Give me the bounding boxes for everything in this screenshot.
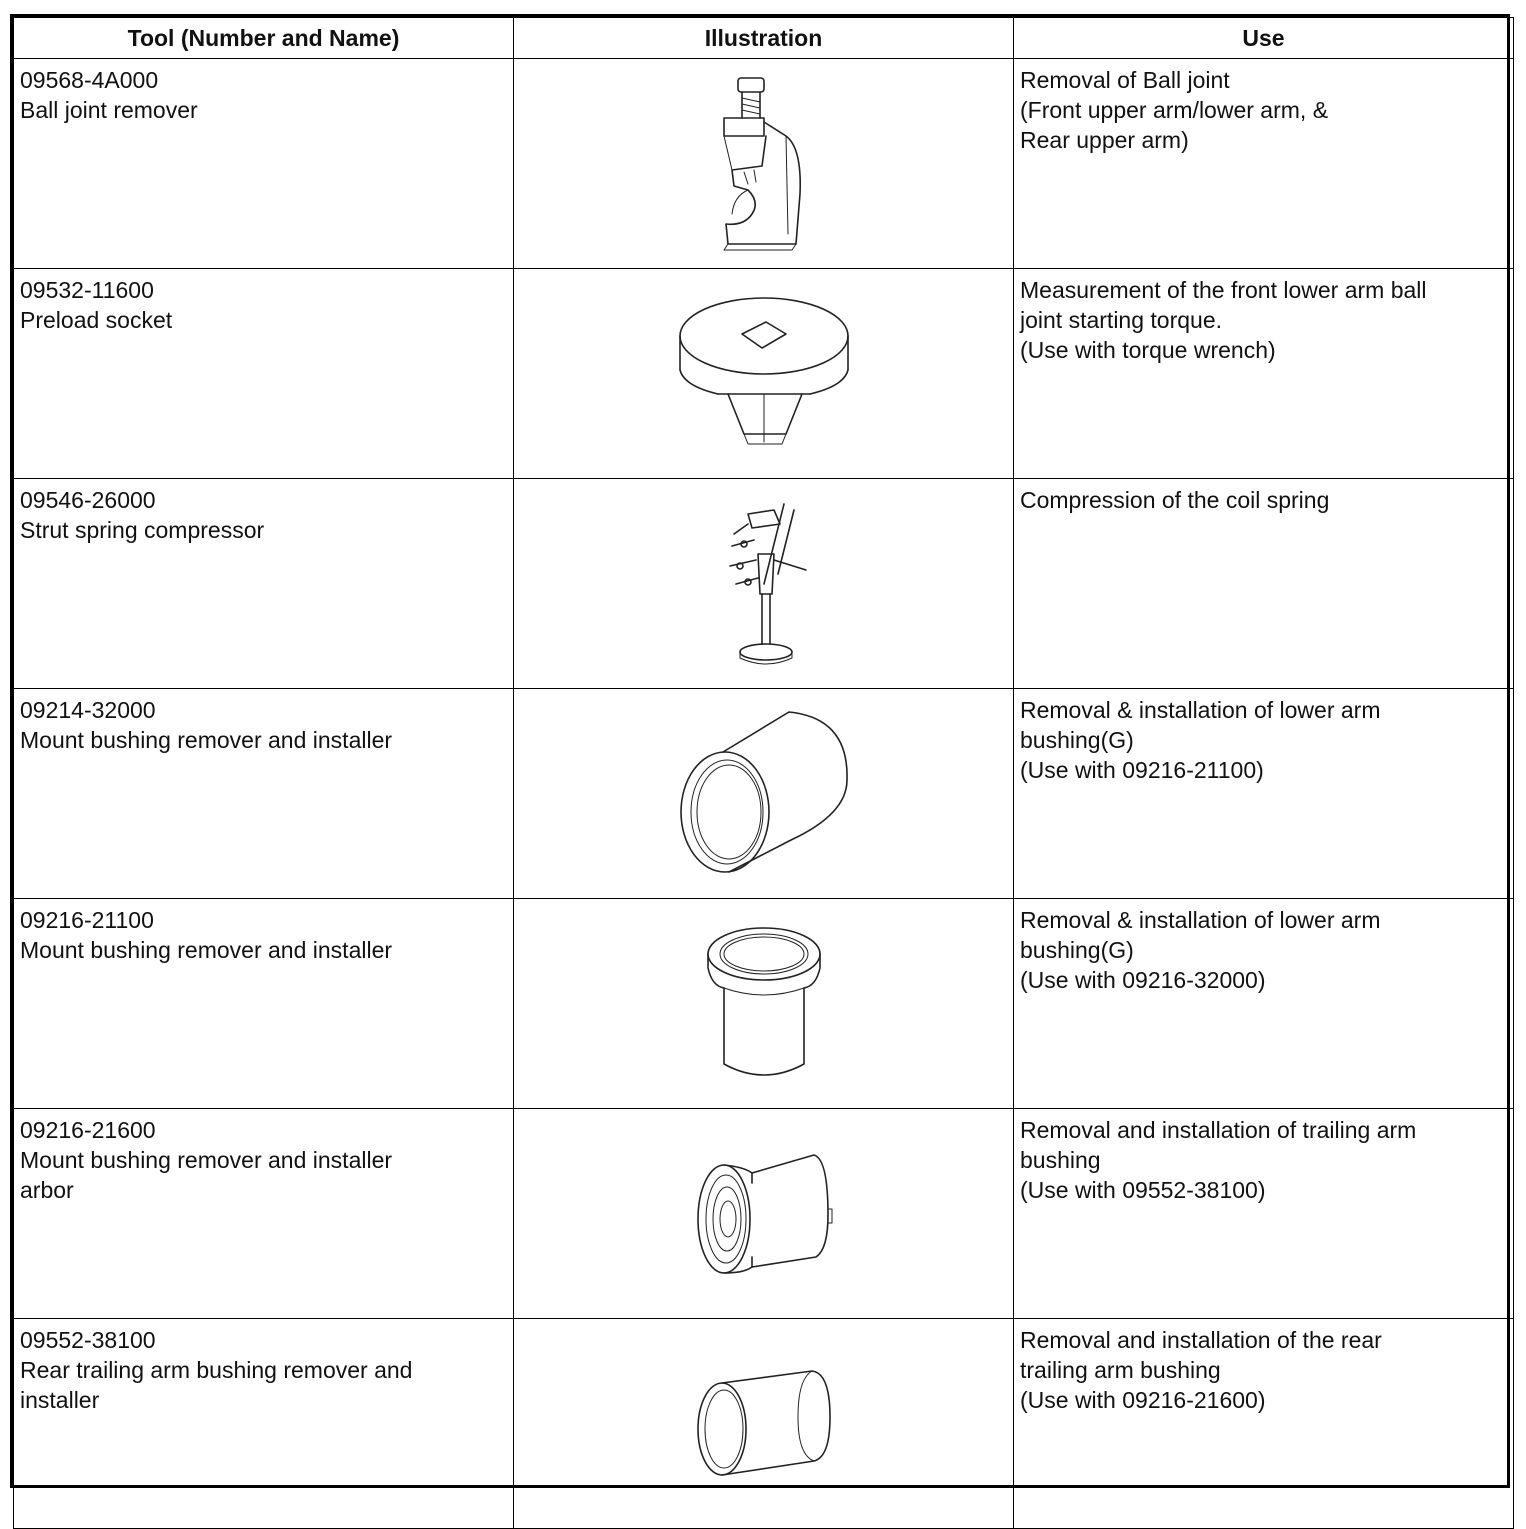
table-row [14, 1319, 1514, 1529]
table-row [14, 479, 1514, 689]
tool-name: Mount bushing remover and installer [20, 727, 393, 753]
tool-number: 09552-38100 [20, 1327, 156, 1353]
use-cell [1014, 59, 1514, 269]
use-text: (Use with 09216-32000) [1020, 967, 1266, 993]
table-header-row [14, 18, 1514, 59]
illustration-cell [514, 899, 1014, 1109]
header-illustration: Illustration [514, 18, 1014, 59]
header-tool: Tool (Number and Name) [14, 18, 514, 59]
use-text: (Use with 09552-38100) [1020, 1177, 1266, 1203]
table-row [14, 1109, 1514, 1319]
use-text: (Use with torque wrench) [1020, 337, 1276, 363]
tool-number: 09216-21100 [20, 907, 154, 933]
use-text: Compression of the coil spring [1020, 487, 1330, 513]
use-text: Rear upper arm) [1020, 127, 1189, 153]
special-tools-table [13, 17, 1514, 1529]
table-row [14, 269, 1514, 479]
header-use: Use [1014, 18, 1514, 59]
illustration-cell [514, 479, 1014, 689]
strut-spring-compressor-icon [714, 494, 814, 674]
trailing-arm-sleeve-icon [694, 1369, 834, 1479]
use-text: bushing(G) [1020, 937, 1134, 963]
use-text: (Front upper arm/lower arm, & [1020, 97, 1329, 123]
bushing-sleeve-icon [671, 704, 857, 884]
use-text: Removal and installation of trailing arm [1020, 1117, 1417, 1143]
use-text: Removal of Ball joint [1020, 67, 1230, 93]
illustration-cell [514, 1319, 1014, 1529]
tool-name: Preload socket [20, 307, 173, 333]
table-row [14, 59, 1514, 269]
arbor-icon [694, 1149, 834, 1279]
illustration-cell [514, 269, 1014, 479]
use-text: Removal & installation of lower arm [1020, 907, 1381, 933]
tool-cell [14, 1109, 514, 1319]
illustration-cell [514, 59, 1014, 269]
tool-number: 09568-4A000 [20, 67, 159, 93]
use-text: Removal and installation of the rear [1020, 1327, 1382, 1353]
tool-number: 09532-11600 [20, 277, 154, 303]
preload-socket-icon [674, 294, 854, 454]
use-text: bushing [1020, 1147, 1101, 1173]
tool-cell [14, 269, 514, 479]
table-row [14, 689, 1514, 899]
illustration-cell [514, 689, 1014, 899]
tool-number: 09216-21600 [20, 1117, 156, 1143]
use-cell [1014, 269, 1514, 479]
use-text: trailing arm bushing [1020, 1357, 1221, 1383]
tool-name: Strut spring compressor [20, 517, 265, 543]
use-cell [1014, 899, 1514, 1109]
table-row [14, 899, 1514, 1109]
tool-name: Rear trailing arm bushing remover and [20, 1357, 413, 1383]
use-text: joint starting torque. [1020, 307, 1223, 333]
tool-cell [14, 1319, 514, 1529]
ball-joint-remover-icon [704, 74, 824, 254]
tool-cell [14, 479, 514, 689]
illustration-cell [514, 1109, 1014, 1319]
use-cell [1014, 479, 1514, 689]
use-cell [1014, 689, 1514, 899]
use-text: (Use with 09216-21100) [1020, 757, 1264, 783]
tool-cell [14, 59, 514, 269]
use-cell [1014, 1109, 1514, 1319]
use-cell [1014, 1319, 1514, 1529]
tool-cell [14, 899, 514, 1109]
use-text: Measurement of the front lower arm ball [1020, 277, 1427, 303]
use-text: bushing(G) [1020, 727, 1134, 753]
tool-name: Mount bushing remover and installer [20, 937, 393, 963]
tool-name: arbor [20, 1177, 74, 1203]
tool-cell [14, 689, 514, 899]
tool-number: 09214-32000 [20, 697, 156, 723]
use-text: Removal & installation of lower arm [1020, 697, 1381, 723]
tool-name: installer [20, 1387, 100, 1413]
tool-name: Ball joint remover [20, 97, 198, 123]
use-text: (Use with 09216-21600) [1020, 1387, 1266, 1413]
tool-name: Mount bushing remover and installer [20, 1147, 393, 1173]
special-tools-table-frame [10, 14, 1510, 1488]
tool-number: 09546-26000 [20, 487, 156, 513]
flanged-bushing-icon [702, 924, 826, 1084]
